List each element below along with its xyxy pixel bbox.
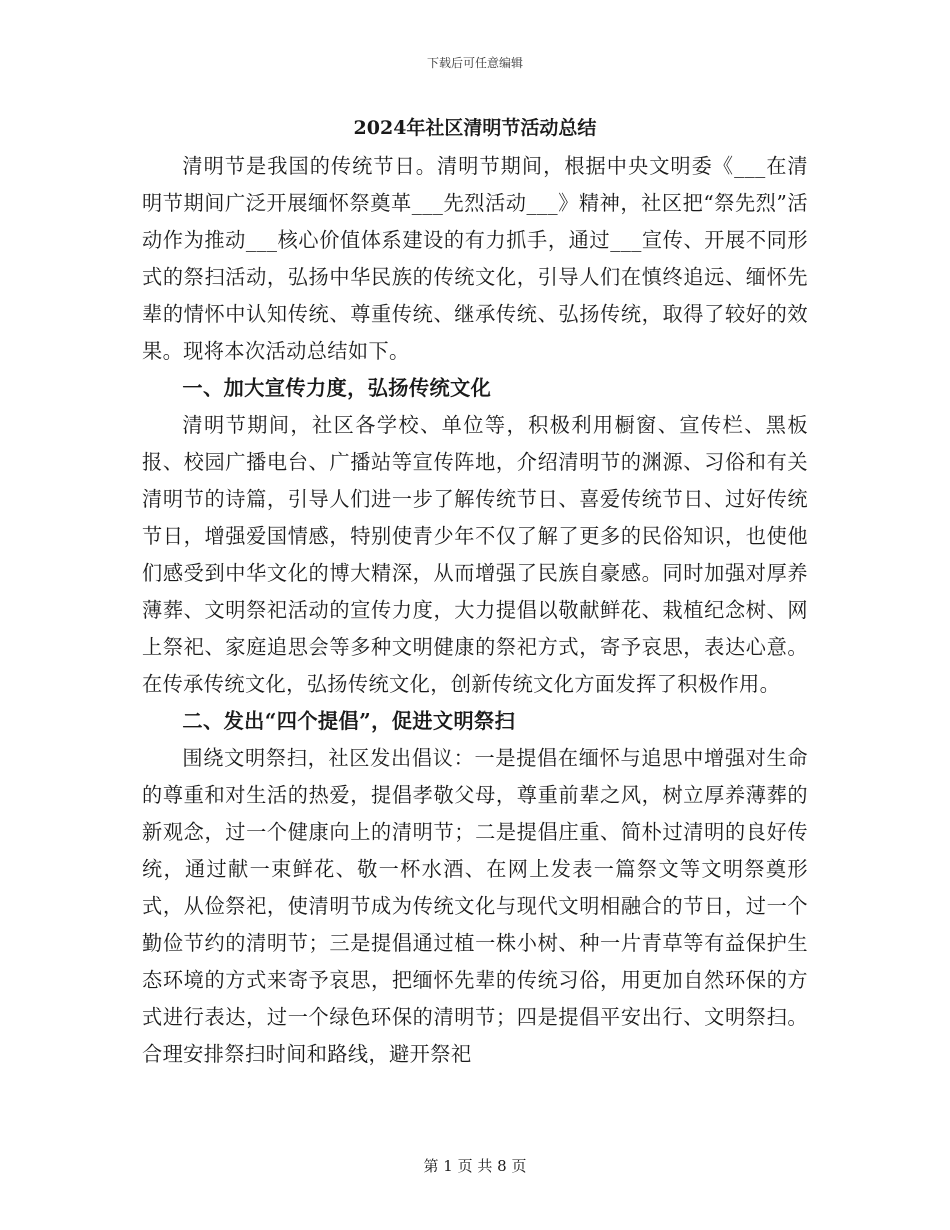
document-body — [142, 114, 808, 1073]
section-heading-2: 二、发出“四个提倡”，促进文明祭扫 — [182, 709, 516, 733]
section-heading-1: 一、加大宣传力度，弘扬传统文化 — [182, 376, 492, 400]
page-number-footer: 第 1 页 共 8 页 — [423, 1157, 527, 1175]
section-body-2: 围绕文明祭扫，社区发出倡议：一是提倡在缅怀与追思中增强对生命的尊重和对生活的热爱，提倡孝敬父母，尊重前辈之风，树立厚养薄葬的新观念，过一个健康向上的清明节；二是提倡庄重、简朴过清明的良好传统，通过献一束鲜花、敬一杯水酒、在网上发表一篇祭文等文明祭奠形式，从俭祭祀，使清明节成为传统文化与现代文明相融合的节日，过一个勤俭节约的清明节；三是提倡通过植一株小树、种一片青草等有益保护生态环境的方式来寄予哀思，把缅怀先辈的传统习俗，用更加自然环保的方式进行表达，过一个绿色环保的清明节；四是提倡平安出行、文明祭扫。合理安排祭扫时间和路线，避开祭祀 — [142, 746, 808, 1066]
document-title: 2024年社区清明节活动总结 — [353, 117, 597, 139]
intro-paragraph: 清明节是我国的传统节日。清明节期间，根据中央文明委《___在清明节期间广泛开展缅怀祭奠革___先烈活动___》精神，社区把“祭先烈”活动作为推动___核心价值体系建设的有力抓手，通过___宣传、开展不同形式的祭扫活动，弘扬中华民族的传统文化，引导人们在慎终追远、缅怀先辈的情怀中认知传统、尊重传统、继承传统、弘扬传统，取得了较好的效果。现将本次活动总结如下。 — [142, 154, 808, 363]
section-body-1: 清明节期间，社区各学校、单位等，积极利用橱窗、宣传栏、黑板报、校园广播电台、广播站等宣传阵地，介绍清明节的渊源、习俗和有关清明节的诗篇，引导人们进一步了解传统节日、喜爱传统节日、过好传统节日，增强爱国情感，特别使青少年不仅了解了更多的民俗知识，也使他们感受到中华文化的博大精深，从而增强了民族自豪感。同时加强对厚养薄葬、文明祭祀活动的宣传力度，大力提倡以敬献鲜花、栽植纪念树、网上祭祀、家庭追思会等多种文明健康的祭祀方式，寄予哀思，表达心意。在传承传统文化，弘扬传统文化，创新传统文化方面发挥了积极作用。 — [142, 413, 808, 696]
header-note: 下载后可任意编辑 — [426, 56, 523, 70]
